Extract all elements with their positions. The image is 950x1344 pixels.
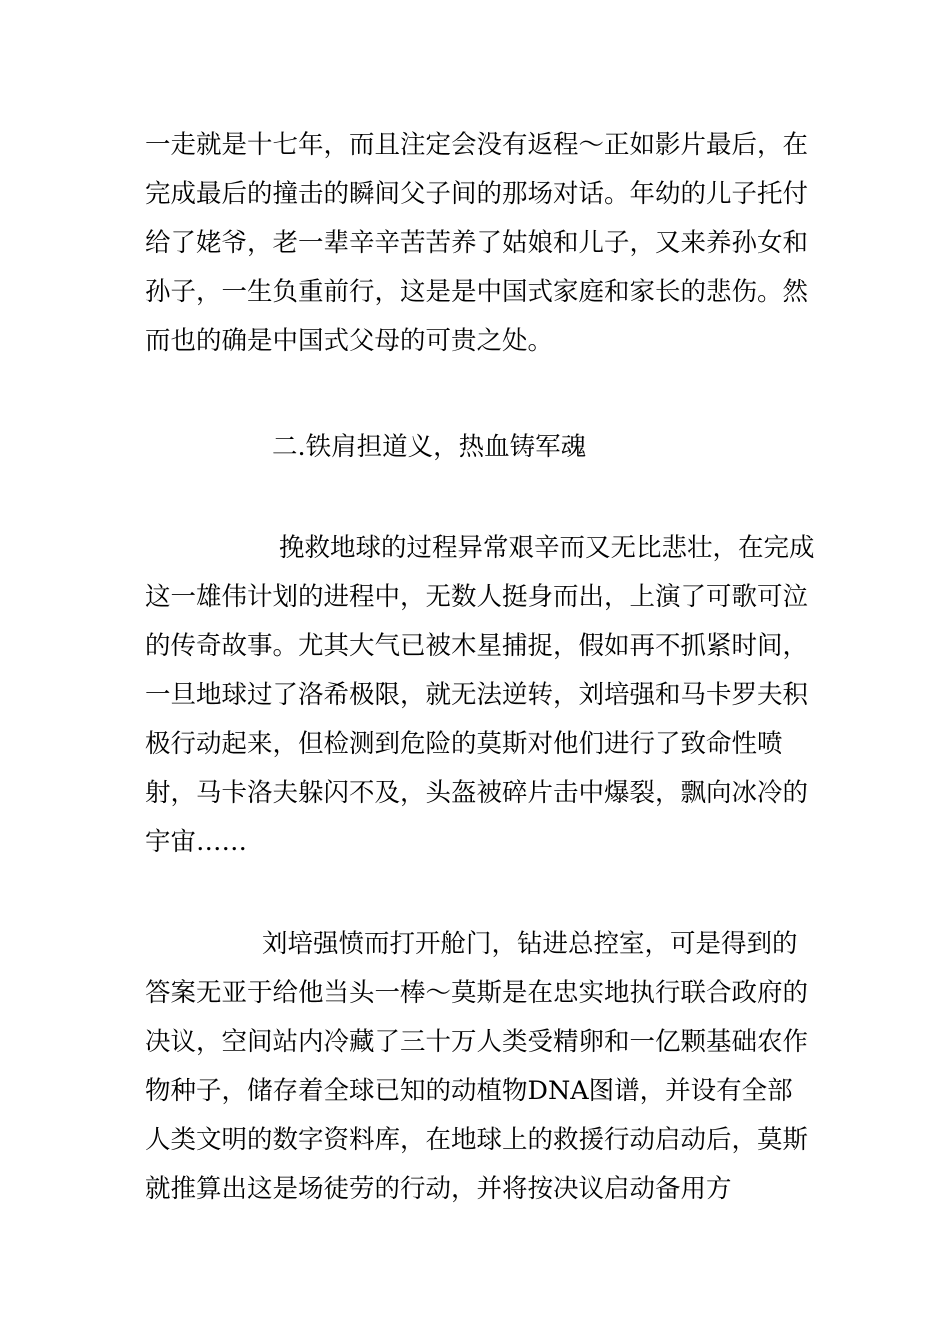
section-heading: 二.铁肩担道义，热血铸军魂 [272,432,587,462]
paragraph-3: 刘培强愤而打开舱门，钻进总控室，可是得到的答案无亚于给他当头一棒～莫斯是在忠实地执行联合政府的决议，空间站内冷藏了三十万人类受精卵和一亿颗基础农作物种子，储存着全球已知的动植物DNA图谱，并设有全部人类文明的数字资料库，在地球上的救援行动启动后，莫斯就推算出这是场徒劳的行动，并将按决议启动备用方 [145,929,809,1204]
paragraph-1: 一走就是十七年，而且注定会没有返程～正如影片最后，在完成最后的撞击的瞬间父子间的那场对话。年幼的儿子托付给了姥爷，老一辈辛辛苦苦养了姑娘和儿子，又来养孙女和孙子，一生负重前行，这是是中国式家庭和家长的悲伤。然而也的确是中国式父母的可贵之处。 [145,130,809,356]
paragraph-2: 挽救地球的过程异常艰辛而又无比悲壮，在完成这一雄伟计划的进程中，无数人挺身而出，上演了可歌可泣的传奇故事。尤其大气已被木星捕捉，假如再不抓紧时间，一旦地球过了洛希极限，就无法逆转，刘培强和马卡罗夫积极行动起来，但检测到危险的莫斯对他们进行了致命性喷射，马卡洛夫躲闪不及，头盔被碎片击中爆裂，飘向冰冷的宇宙…… [145,533,815,857]
